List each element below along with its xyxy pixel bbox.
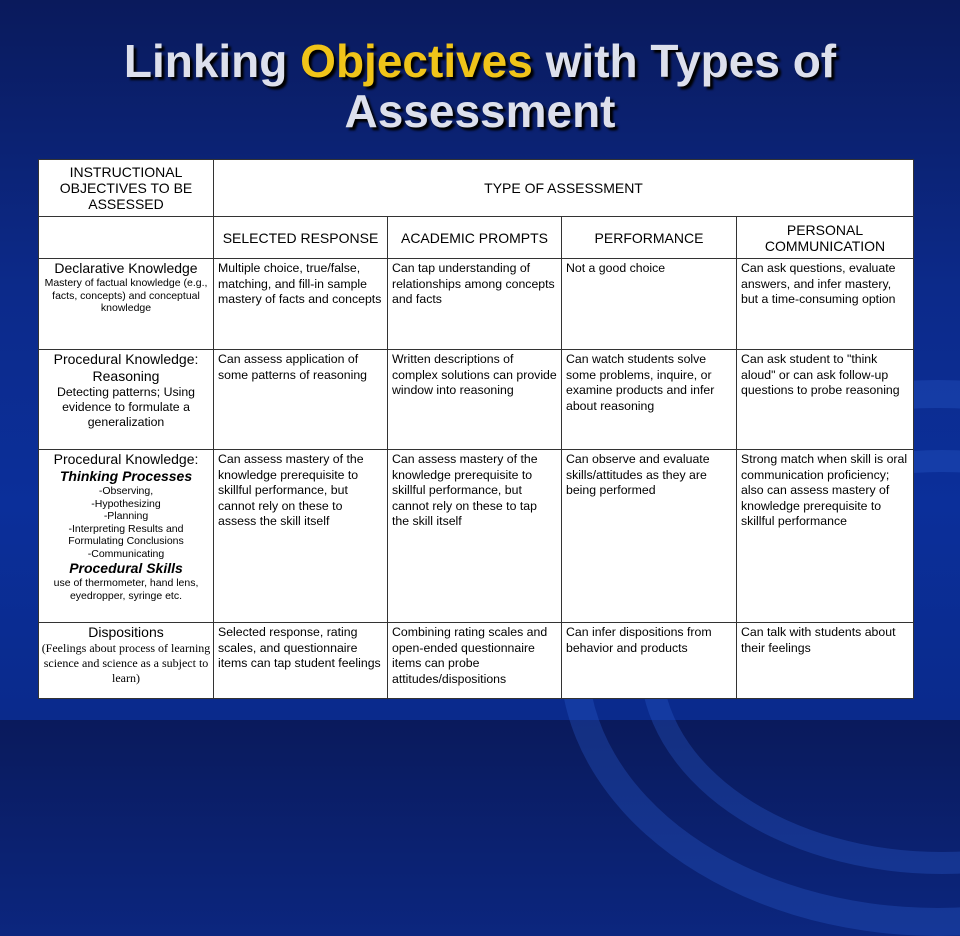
table-cell: Can observe and evaluate skills/attitudes as they are being performed (562, 450, 737, 623)
row-title: Procedural Knowledge: Reasoning (53, 351, 199, 384)
row-header (39, 623, 214, 699)
row-emphasis: Thinking Processes (59, 468, 193, 484)
row-subtitle: Mastery of factual knowledge (e.g., facts, concepts) and conceptual knowledge (44, 277, 208, 314)
slide-title (0, 36, 960, 136)
table-subheader-row (39, 217, 914, 259)
row-subtitle: Detecting patterns; Using evidence to formulate a generalization (56, 385, 196, 429)
assessment-table (38, 159, 914, 699)
row-emphasis: Procedural Skills (69, 560, 183, 576)
table-cell: Strong match when skill is oral communication proficiency; also can assess mastery of knowledge prerequisite to skillful performance (737, 450, 914, 623)
list-item: -Communicating (87, 547, 165, 560)
table-cell: Can assess application of some patterns of reasoning (214, 350, 388, 450)
row-subtitle: use of thermometer, hand lens, eyedropper, syringe etc. (53, 577, 199, 602)
table-cell: Can assess mastery of the knowledge prerequisite to skillful performance, but cannot rely on these to tap the skill itself (388, 450, 562, 623)
column-header: SELECTED RESPONSE (214, 217, 388, 259)
table-cell: Can assess mastery of the knowledge prerequisite to skillful performance, but cannot rely on these to assess the skill itself (214, 450, 388, 623)
table-cell: Can tap understanding of relationships among concepts and facts (388, 259, 562, 350)
title-part1: Linking (123, 35, 301, 87)
row-header (39, 450, 214, 623)
column-header: PERFORMANCE (562, 217, 737, 259)
list-item: -Interpreting Results and Formulating Conclusions (68, 522, 184, 547)
row-title: Declarative Knowledge (54, 260, 198, 276)
column-header: PERSONAL COMMUNICATION (737, 217, 914, 259)
header-types: TYPE OF ASSESSMENT (214, 160, 914, 217)
table-cell: Written descriptions of complex solutions can provide window into reasoning (388, 350, 562, 450)
table-cell: Not a good choice (562, 259, 737, 350)
title-part2: with Types of (532, 35, 837, 87)
table-row (39, 350, 914, 450)
row-header (39, 350, 214, 450)
table-cell: Multiple choice, true/false, matching, and fill-in sample mastery of facts and concepts (214, 259, 388, 350)
table-cell: Selected response, rating scales, and questionnaire items can tap student feelings (214, 623, 388, 699)
title-line2: Assessment (344, 85, 616, 137)
title-highlight: Objectives (300, 35, 533, 87)
table-cell: Can watch students solve some problems, inquire, or examine products and infer about reasoning (562, 350, 737, 450)
list-item: -Observing, (98, 485, 154, 497)
row-header (39, 259, 214, 350)
table-header-row (39, 160, 914, 217)
row-title: Procedural Knowledge: (53, 451, 199, 467)
table-row (39, 450, 914, 623)
list-item: -Planning (103, 510, 149, 522)
table-cell: Can ask student to "think aloud" or can ask follow-up questions to probe reasoning (737, 350, 914, 450)
table-cell: Can ask questions, evaluate answers, and infer mastery, but a time-consuming option (737, 259, 914, 350)
header-objectives: INSTRUCTIONAL OBJECTIVES TO BE ASSESSED (39, 160, 214, 217)
empty-cell (39, 217, 214, 259)
table-cell: Combining rating scales and open-ended questionnaire items can probe attitudes/dispositions (388, 623, 562, 699)
row-subtitle: (Feelings about process of learning science and science as a subject to learn) (41, 641, 211, 685)
table-row (39, 623, 914, 699)
table-cell: Can infer dispositions from behavior and products (562, 623, 737, 699)
row-title: Dispositions (88, 624, 164, 640)
list-item: -Hypothesizing (91, 497, 161, 510)
column-header: ACADEMIC PROMPTS (388, 217, 562, 259)
table-cell: Can talk with students about their feelings (737, 623, 914, 699)
table-row (39, 259, 914, 350)
